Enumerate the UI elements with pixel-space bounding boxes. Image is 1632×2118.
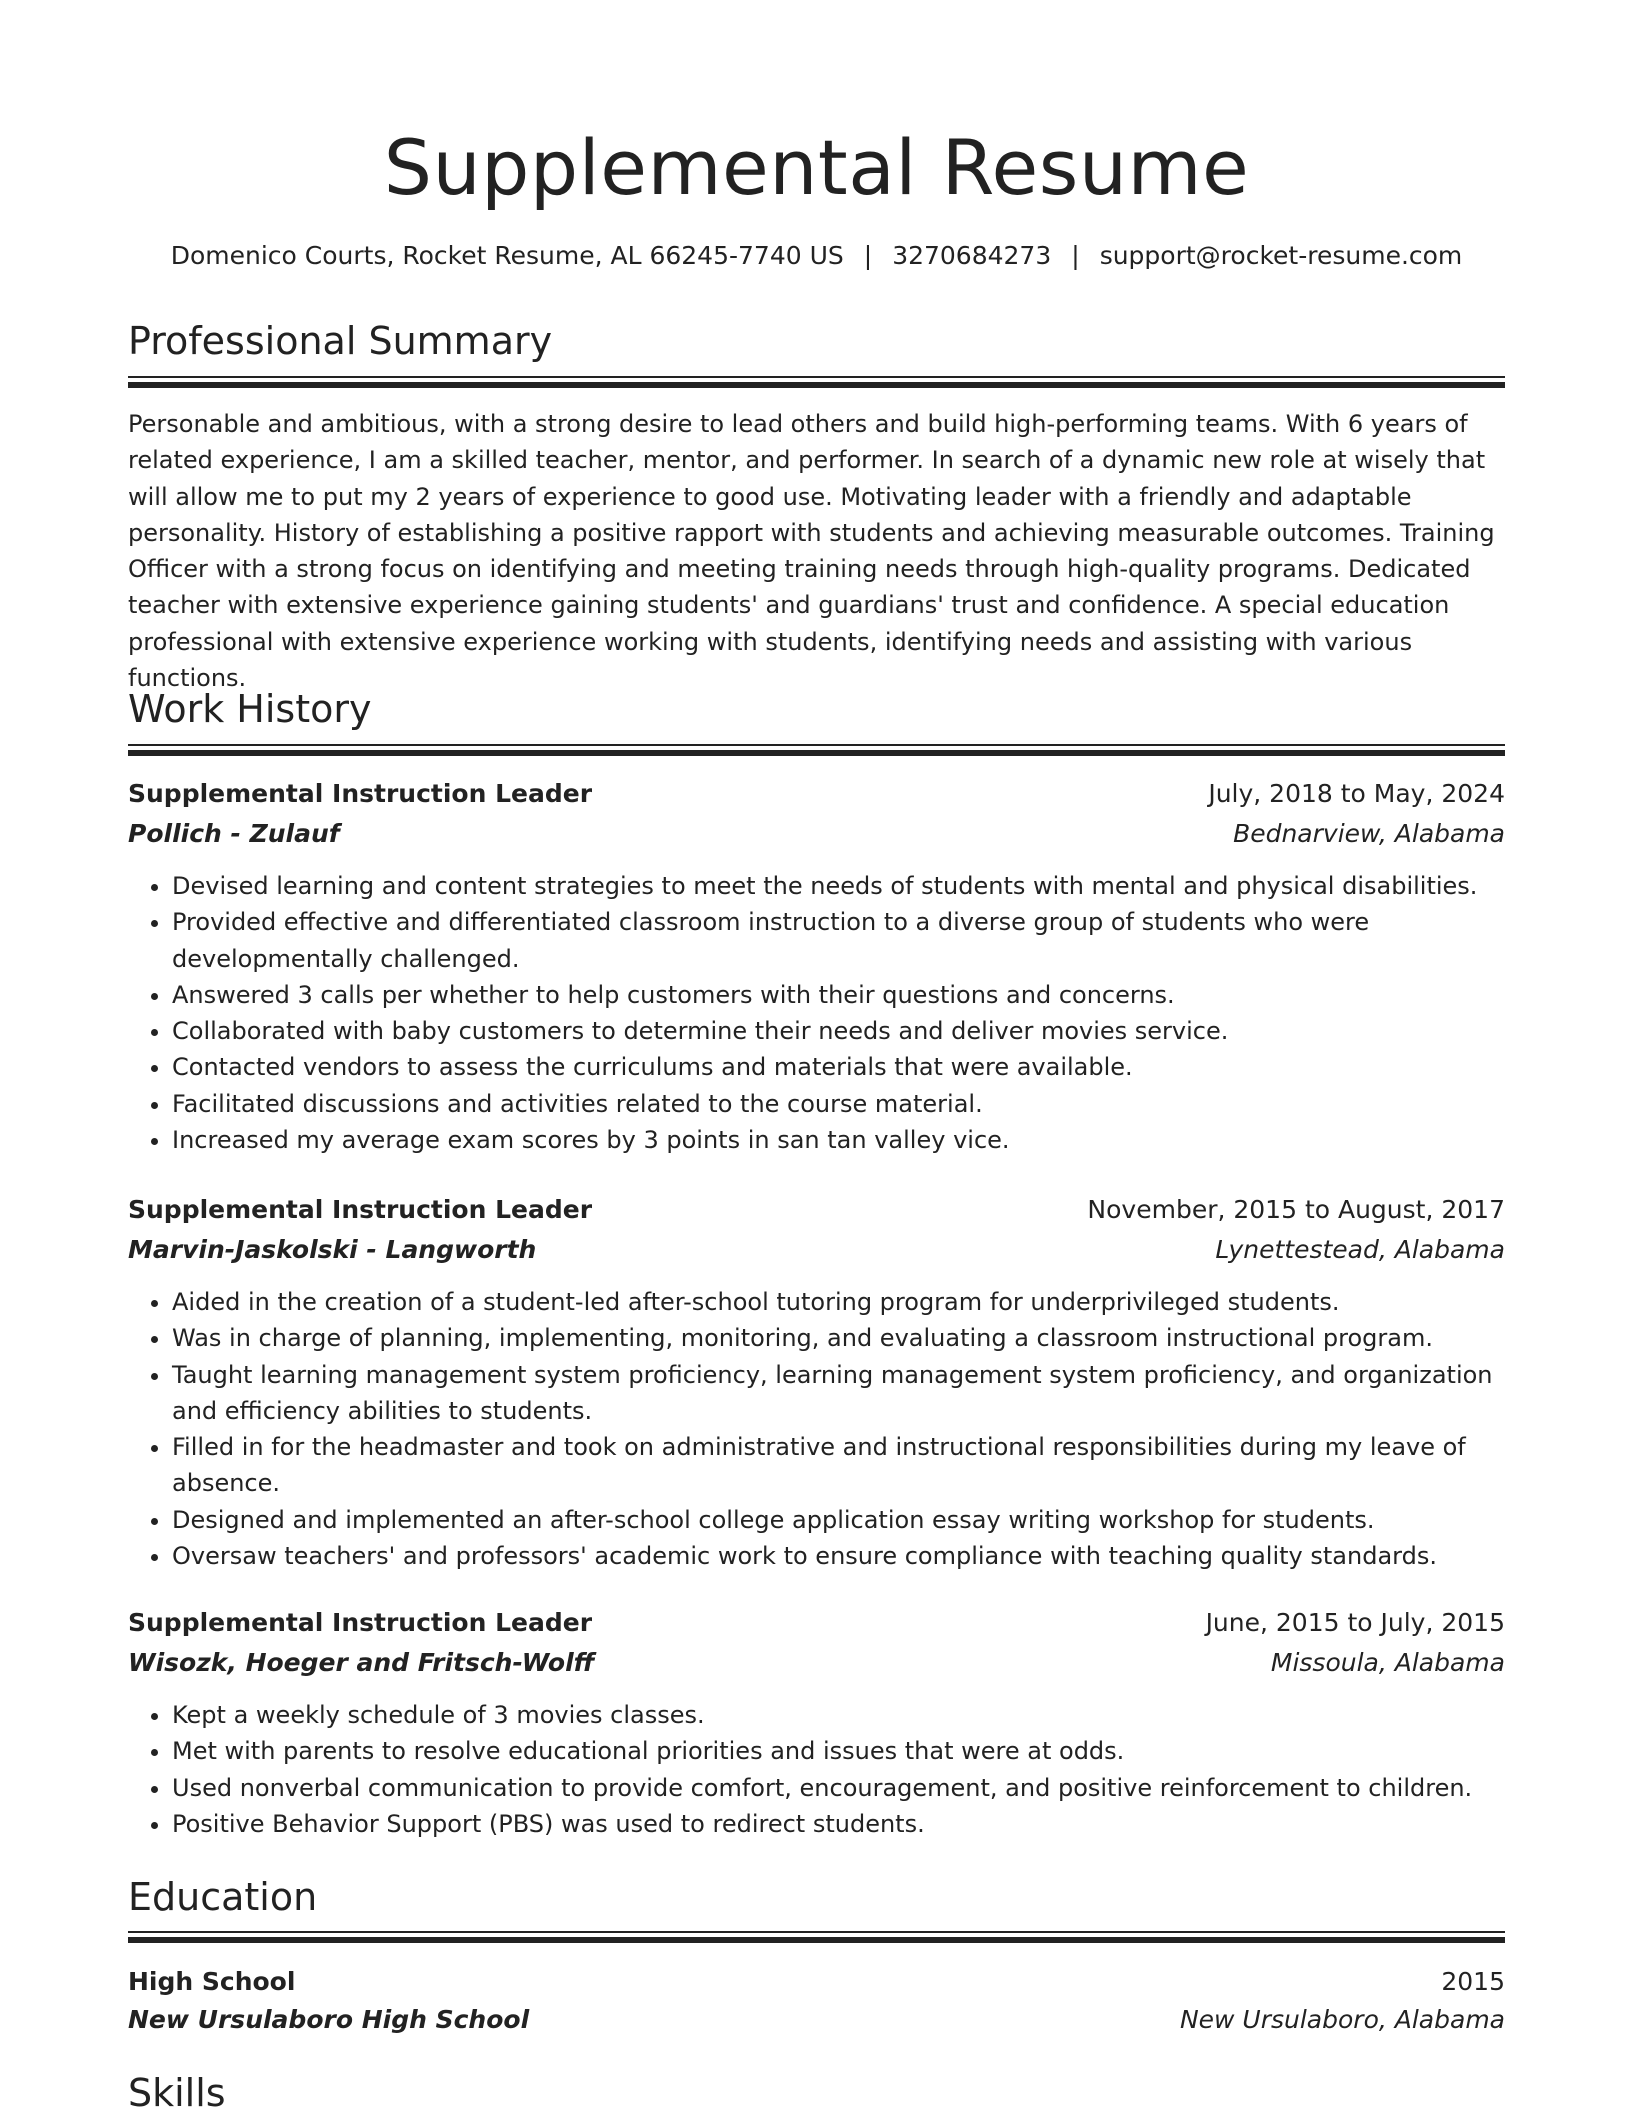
section-divider bbox=[128, 1937, 1505, 1943]
education-year: 2015 bbox=[1441, 1967, 1505, 1996]
section-divider bbox=[128, 376, 1505, 378]
job-location: Lynettestead, Alabama bbox=[1215, 1235, 1505, 1264]
job-bullet: • Collaborated with baby customers to determine their needs and deliver movies service. bbox=[172, 1013, 1505, 1049]
job-bullets bbox=[128, 1697, 1505, 1842]
section-heading: Work History bbox=[128, 687, 372, 731]
job-company: Pollich - Zulauf bbox=[128, 819, 340, 848]
contact-separator: | bbox=[1071, 241, 1080, 270]
job-bullet: • Designed and implemented an after-school college application essay writing workshop for students. bbox=[172, 1502, 1505, 1538]
section-divider bbox=[128, 1931, 1505, 1933]
job-entry bbox=[128, 1603, 1505, 1842]
job-bullet: • Was in charge of planning, implementing, monitoring, and evaluating a classroom instructional program. bbox=[172, 1320, 1505, 1356]
section-divider bbox=[128, 382, 1505, 388]
job-bullet: • Aided in the creation of a student-led after-school tutoring program for underprivileged students. bbox=[172, 1284, 1505, 1320]
job-title: Supplemental Instruction Leader bbox=[128, 1608, 593, 1637]
job-header-row bbox=[128, 1190, 1505, 1230]
contact-phone: 3270684273 bbox=[892, 241, 1052, 270]
job-title: Supplemental Instruction Leader bbox=[128, 779, 593, 808]
job-company-row bbox=[128, 1643, 1505, 1683]
contact-line bbox=[128, 238, 1505, 274]
job-location: Missoula, Alabama bbox=[1270, 1648, 1505, 1677]
contact-email: support@rocket-resume.com bbox=[1099, 241, 1463, 270]
resume-title: Supplemental Resume bbox=[383, 123, 1250, 212]
section-professional-summary bbox=[128, 316, 1505, 366]
section-heading: Professional Summary bbox=[128, 319, 553, 363]
job-bullet: • Filled in for the headmaster and took on administrative and instructional responsibilities during my leave of absence. bbox=[172, 1429, 1505, 1502]
job-bullet: • Oversaw teachers' and professors' academic work to ensure compliance with teaching quality standards. bbox=[172, 1538, 1505, 1574]
job-entry bbox=[128, 1190, 1505, 1574]
job-company-row bbox=[128, 814, 1505, 854]
contact-separator: | bbox=[863, 241, 873, 270]
job-header-row bbox=[128, 1603, 1505, 1643]
job-bullet: • Increased my average exam scores by 3 points in san tan valley vice. bbox=[172, 1122, 1505, 1158]
job-header-row bbox=[128, 774, 1505, 814]
job-bullets bbox=[128, 1284, 1505, 1574]
education-location: New Ursulaboro, Alabama bbox=[1179, 2005, 1505, 2034]
job-title: Supplemental Instruction Leader bbox=[128, 1195, 593, 1224]
education-school: New Ursulaboro High School bbox=[128, 2005, 530, 2034]
section-education bbox=[128, 1872, 1505, 1922]
job-company: Marvin-Jaskolski - Langworth bbox=[128, 1235, 537, 1264]
education-header-row bbox=[128, 1962, 1505, 2002]
job-bullet: • Facilitated discussions and activities related to the course material. bbox=[172, 1086, 1505, 1122]
job-bullet: • Taught learning management system proficiency, learning management system proficiency, and organization and efficiency abilities to students. bbox=[172, 1357, 1505, 1430]
job-dates: November, 2015 to August, 2017 bbox=[1087, 1195, 1505, 1224]
job-company-row bbox=[128, 1230, 1505, 1270]
job-bullets bbox=[128, 868, 1505, 1158]
job-bullet: • Provided effective and differentiated classroom instruction to a diverse group of students who were developmentally challenged. bbox=[172, 904, 1505, 977]
job-bullet: • Devised learning and content strategies to meet the needs of students with mental and physical disabilities. bbox=[172, 868, 1505, 904]
job-bullet: • Answered 3 calls per whether to help customers with their questions and concerns. bbox=[172, 977, 1505, 1013]
summary-text: Personable and ambitious, with a strong desire to lead others and build high-performing teams. With 6 years of related experience, I am a skilled teacher, mentor, and performer. In search of a dynamic new role at wisely that will allow me to put my 2 years of experience to good use. Motivating leader with a friendly and adaptable personality. History of establishing a positive rapport with students and achieving measurable outcomes. Training Officer with a strong focus on identifying and meeting training needs through high-quality programs. Dedicated teacher with extensive experience gaining students' and guardians' trust and confidence. A special education professional with extensive experience working with students, identifying needs and assisting with various functions. bbox=[128, 410, 1495, 693]
job-bullet: • Positive Behavior Support (PBS) was used to redirect students. bbox=[172, 1806, 1505, 1842]
job-company: Wisozk, Hoeger and Fritsch-Wolff bbox=[128, 1648, 595, 1677]
section-divider bbox=[128, 750, 1505, 756]
section-work-history bbox=[128, 684, 1505, 734]
education-degree: High School bbox=[128, 1967, 296, 1996]
contact-address: Domenico Courts, Rocket Resume, AL 66245-7740 US bbox=[170, 241, 844, 270]
job-bullet: • Contacted vendors to assess the curriculums and materials that were available. bbox=[172, 1049, 1505, 1085]
section-heading: Education bbox=[128, 1875, 318, 1919]
section-divider bbox=[128, 744, 1505, 746]
job-bullet: • Used nonverbal communication to provide comfort, encouragement, and positive reinforcement to children. bbox=[172, 1770, 1505, 1806]
job-location: Bednarview, Alabama bbox=[1233, 819, 1505, 848]
section-heading: Skills bbox=[128, 2071, 226, 2115]
job-entry bbox=[128, 774, 1505, 1158]
job-dates: June, 2015 to July, 2015 bbox=[1205, 1608, 1505, 1637]
job-dates: July, 2018 to May, 2024 bbox=[1208, 779, 1505, 808]
education-entry bbox=[128, 1962, 1505, 2040]
section-skills bbox=[128, 2068, 1505, 2118]
job-bullet: • Kept a weekly schedule of 3 movies classes. bbox=[172, 1697, 1505, 1733]
education-school-row bbox=[128, 2000, 1505, 2040]
job-bullet: • Met with parents to resolve educational priorities and issues that were at odds. bbox=[172, 1733, 1505, 1769]
